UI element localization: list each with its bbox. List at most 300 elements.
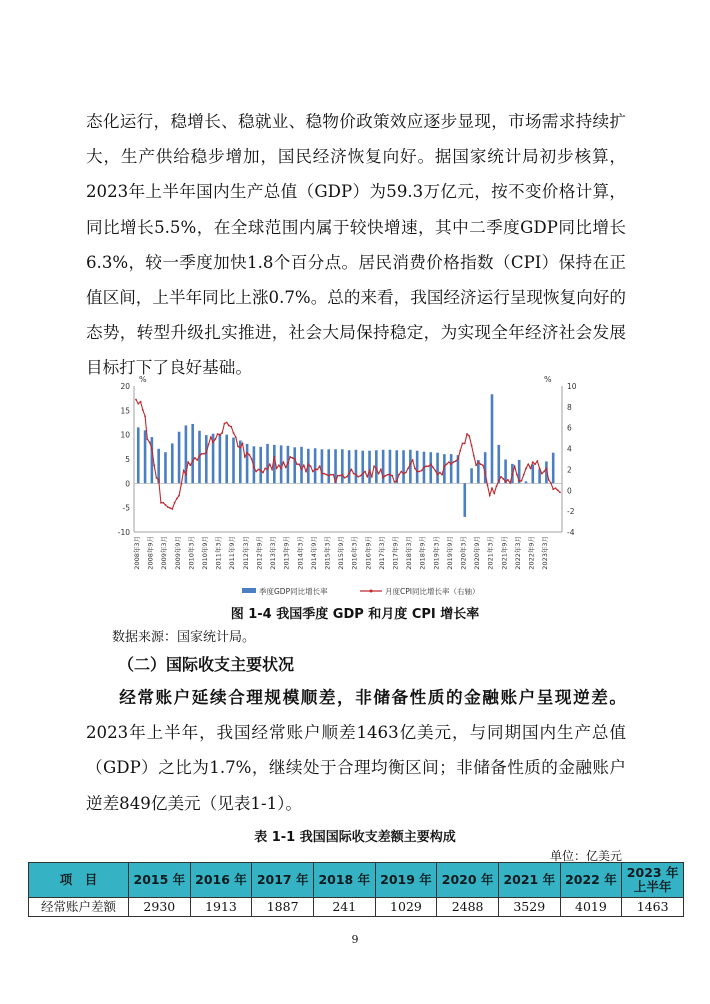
x-tick-label: 2023年3月 <box>541 536 550 570</box>
cpi-point <box>292 457 294 459</box>
cpi-point <box>432 466 434 468</box>
gdp-bar <box>361 451 364 484</box>
cpi-point <box>316 469 318 471</box>
header-cell: 2017 年 <box>252 863 314 898</box>
cpi-point <box>142 409 144 411</box>
gdp-bar <box>219 434 222 484</box>
cpi-point <box>548 479 550 481</box>
cpi-point <box>527 463 529 465</box>
paragraph-2-body: 2023年上半年，我国经常账户顺差1463亿美元，与同期国内生产总值（GDP）之比为1.7%，继续处于合理均衡区间；非储备性质的金融账户逆差849亿美元（见表1-1）。 <box>86 723 626 813</box>
cpi-point <box>230 426 232 428</box>
cpi-point <box>416 471 418 473</box>
cpi-point <box>153 464 155 466</box>
cpi-point <box>541 473 543 475</box>
cpi-point <box>282 461 284 463</box>
cpi-point <box>471 445 473 447</box>
cpi-point <box>480 463 482 465</box>
cpi-point <box>514 465 516 467</box>
left-tick-label: -10 <box>117 528 130 537</box>
legend-cpi-marker <box>370 590 373 593</box>
gdp-bar <box>191 424 194 483</box>
x-tick-label: 2014年3月 <box>296 536 305 570</box>
cpi-point <box>169 507 171 509</box>
cpi-point <box>371 476 373 478</box>
cpi-point <box>187 461 189 463</box>
cpi-point <box>226 422 228 424</box>
x-tick-label: 2022年3月 <box>513 536 522 570</box>
cpi-point <box>462 442 464 444</box>
cpi-point <box>203 453 205 455</box>
gdp-bar <box>450 454 453 483</box>
cpi-point <box>205 452 207 454</box>
section-heading: （二）国际收支主要状况 <box>118 655 295 674</box>
cpi-point <box>403 473 405 475</box>
cpi-point <box>518 480 520 482</box>
gdp-bar <box>157 449 160 484</box>
cpi-point <box>151 448 153 450</box>
cpi-point <box>258 469 260 471</box>
paragraph-1-text: 态化运行，稳增长、稳就业、稳物价政策效应逐步显现，市场需求持续扩大，生产供给稳步增加，国民经济恢复向好。据国家统计局初步核算，2023年上半年国内生产总值（GDP）为59.3万亿元，按不变价格计算，同比增长5.5%，在全球范围内属于较快增速，其中二季度GDP同比增长6.3%，较一季度加快1.8个百分点。居民消费价格指数（CPI）保持在正值区间，上半年同比上涨0.7%。总的来看，我国经济运行呈现恢复向好的态势，转型升级扎实推进，社会大局保持稳定，为实现全年经济社会发展目标打下了良好基础。 <box>86 112 626 378</box>
right-tick-label: 2 <box>567 465 572 475</box>
gdp-bar <box>348 450 351 483</box>
x-tick-label: 2016年9月 <box>364 536 373 570</box>
x-tick-label: 2022年9月 <box>527 536 536 570</box>
cpi-point <box>307 463 309 465</box>
left-tick-label: 5 <box>125 455 130 464</box>
header-cell: 2016 年 <box>190 863 252 898</box>
cpi-point <box>511 474 513 476</box>
cpi-point <box>362 473 364 475</box>
cpi-point <box>353 473 355 475</box>
gdp-bar <box>341 449 344 483</box>
gdp-bar <box>314 448 317 483</box>
x-tick-label: 2015年3月 <box>323 536 332 570</box>
cpi-point <box>176 498 178 500</box>
legend-cpi-label: 月度CPI同比增长率（右轴） <box>385 587 480 596</box>
right-tick-label: 0 <box>567 486 572 496</box>
cpi-point <box>248 454 250 456</box>
cpi-point <box>378 473 380 475</box>
body-paragraph-1 <box>86 104 626 386</box>
page-number: 9 <box>351 933 359 946</box>
cpi-point <box>396 480 398 482</box>
cpi-point <box>269 463 271 465</box>
cpi-point <box>498 480 500 482</box>
cpi-point <box>355 474 357 476</box>
gdp-bar <box>470 468 473 483</box>
cpi-point <box>400 471 402 473</box>
table-cell: 1887 <box>252 898 314 917</box>
cpi-point <box>543 471 545 473</box>
table-row <box>29 898 684 917</box>
gdp-bar <box>321 449 324 483</box>
table-cell: 1029 <box>375 898 437 917</box>
cpi-point <box>344 477 346 479</box>
gdp-bar <box>178 432 181 484</box>
cpi-point <box>328 475 330 477</box>
cpi-point <box>146 438 148 440</box>
cpi-point <box>194 457 196 459</box>
cpi-point <box>441 474 443 476</box>
gdp-bar <box>137 427 140 483</box>
cpi-point <box>305 471 307 473</box>
cpi-point <box>199 455 201 457</box>
left-axis-unit: % <box>139 375 147 384</box>
gdp-bar <box>368 451 371 484</box>
x-tick-label: 2017年9月 <box>391 536 400 570</box>
cpi-point <box>174 502 176 504</box>
cpi-point <box>201 453 203 455</box>
cpi-point <box>149 441 151 443</box>
table-unit: 单位：亿美元 <box>549 849 622 863</box>
cpi-point <box>235 436 237 438</box>
cpi-point <box>312 471 314 473</box>
x-tick-label: 2020年9月 <box>473 536 482 570</box>
cpi-point <box>171 508 173 510</box>
gdp-bar <box>246 444 249 483</box>
x-tick-label: 2016年3月 <box>350 536 359 570</box>
cpi-point <box>509 482 511 484</box>
gdp-bar <box>225 435 228 484</box>
table-header-row <box>29 863 684 898</box>
cpi-point <box>375 467 377 469</box>
cpi-point <box>532 461 534 463</box>
cpi-point <box>212 441 214 443</box>
cpi-point <box>273 456 275 458</box>
cpi-point <box>455 460 457 462</box>
table-cell: 1913 <box>190 898 252 917</box>
table-cell: 241 <box>313 898 375 917</box>
gdp-bar <box>259 447 262 484</box>
left-tick-label: 20 <box>120 382 130 391</box>
gdp-bar <box>463 483 466 517</box>
cpi-point <box>496 485 498 487</box>
cpi-point <box>464 442 466 444</box>
gdp-bar <box>491 394 494 483</box>
cpi-point <box>523 474 525 476</box>
gdp-bar <box>151 437 154 483</box>
chart-svg <box>112 372 588 600</box>
cpi-point <box>536 460 538 462</box>
cpi-point <box>314 469 316 471</box>
cpi-point <box>321 473 323 475</box>
cpi-point <box>260 470 262 472</box>
cpi-point <box>233 432 235 434</box>
cpi-point <box>450 463 452 465</box>
paragraph-2-lead: 经常账户延续合理规模顺差，非储备性质的金融账户呈现逆差。 <box>119 687 626 707</box>
cpi-point <box>439 472 441 474</box>
right-tick-label: -2 <box>567 507 575 517</box>
cpi-point <box>178 495 180 497</box>
cpi-point <box>534 463 536 465</box>
header-cell: 2020 年 <box>437 863 499 898</box>
cpi-point <box>228 425 230 427</box>
left-tick-label: 10 <box>120 430 130 440</box>
cpi-point <box>409 463 411 465</box>
header-cell: 2022 年 <box>560 863 622 898</box>
gdp-bar <box>389 450 392 484</box>
x-tick-label: 2013年9月 <box>282 536 291 570</box>
cpi-point <box>459 450 461 452</box>
cpi-point <box>251 458 253 460</box>
x-tick-label: 2015年9月 <box>337 536 346 570</box>
cpi-point <box>289 456 291 458</box>
x-tick-label: 2021年9月 <box>500 536 509 570</box>
cpi-point <box>310 465 312 467</box>
right-axis-unit: % <box>544 375 552 384</box>
cpi-point <box>380 469 382 471</box>
gdp-bar <box>266 444 269 483</box>
cpi-point <box>337 475 339 477</box>
cpi-point <box>246 452 248 454</box>
cpi-point <box>502 478 504 480</box>
right-tick-label: 4 <box>567 444 572 454</box>
cpi-point <box>398 474 400 476</box>
cpi-point <box>559 491 561 493</box>
cpi-point <box>507 479 509 481</box>
cpi-point <box>437 474 439 476</box>
cpi-point <box>407 467 409 469</box>
x-tick-label: 2009年9月 <box>173 536 182 570</box>
table-cell: 2488 <box>437 898 499 917</box>
cpi-point <box>421 470 423 472</box>
cpi-point <box>135 399 137 401</box>
cpi-point <box>348 473 350 475</box>
cpi-point <box>242 442 244 444</box>
cpi-point <box>412 459 414 461</box>
gdp-bar <box>171 443 174 483</box>
gdp-bar <box>531 464 534 483</box>
cpi-point <box>158 479 160 481</box>
x-tick-label: 2008年9月 <box>146 536 155 570</box>
cpi-point <box>276 467 278 469</box>
right-tick-label: 10 <box>567 382 577 391</box>
cpi-point <box>473 455 475 457</box>
x-tick-label: 2011年3月 <box>214 536 223 570</box>
table-cell: 4019 <box>560 898 622 917</box>
table-cell: 3529 <box>498 898 560 917</box>
cpi-point <box>217 433 219 435</box>
x-tick-label: 2017年3月 <box>377 536 386 570</box>
left-tick-label: 0 <box>125 479 130 489</box>
cpi-point <box>500 476 502 478</box>
cpi-point <box>253 466 255 468</box>
x-tick-label: 2013年3月 <box>269 536 278 570</box>
cpi-point <box>341 474 343 476</box>
gdp-bar <box>497 445 500 483</box>
cpi-point <box>457 458 459 460</box>
cpi-point <box>214 438 216 440</box>
header-cell: 2015 年 <box>129 863 191 898</box>
cpi-point <box>296 463 298 465</box>
cpi-point <box>491 487 493 489</box>
cpi-point <box>271 469 273 471</box>
x-tick-label: 2014年9月 <box>309 536 318 570</box>
cpi-point <box>264 467 266 469</box>
header-cell: 项 目 <box>29 863 129 898</box>
cpi-point <box>280 467 282 469</box>
cpi-point <box>190 464 192 466</box>
x-tick-label: 2008年3月 <box>133 536 141 570</box>
left-tick-label: -5 <box>122 503 130 513</box>
cpi-point <box>357 476 359 478</box>
cpi-point <box>521 480 523 482</box>
right-tick-label: 8 <box>567 402 572 412</box>
left-tick-label: 15 <box>120 406 130 416</box>
cpi-point <box>351 469 353 471</box>
gdp-bar <box>205 435 208 483</box>
data-source: 数据来源：国家统计局。 <box>112 630 256 645</box>
cpi-point <box>414 467 416 469</box>
cpi-point <box>339 475 341 477</box>
cpi-point <box>224 423 226 425</box>
gdp-bar <box>164 452 167 483</box>
cpi-point <box>140 401 142 403</box>
x-tick-label: 2009年3月 <box>160 536 169 570</box>
cpi-point <box>545 467 547 469</box>
body-paragraph-2 <box>86 680 626 821</box>
cpi-point <box>192 460 194 462</box>
table-cell: 2930 <box>129 898 191 917</box>
cpi-point <box>475 464 477 466</box>
cpi-point <box>301 469 303 471</box>
cpi-point <box>185 474 187 476</box>
gdp-bar <box>144 430 147 483</box>
cpi-point <box>303 464 305 466</box>
gdp-bar <box>429 452 432 483</box>
cpi-point <box>221 432 223 434</box>
header-cell: 2018 年 <box>313 863 375 898</box>
cpi-point <box>425 465 427 467</box>
cpi-point <box>428 465 430 467</box>
cpi-point <box>468 435 470 437</box>
cpi-point <box>366 476 368 478</box>
gdp-bar <box>293 447 296 483</box>
x-tick-label: 2019年9月 <box>445 536 454 570</box>
cpi-point <box>346 476 348 478</box>
cpi-point <box>156 477 158 479</box>
cpi-point <box>430 463 432 465</box>
table-cell: 1463 <box>622 898 684 917</box>
right-tick-label: 6 <box>567 423 572 433</box>
cpi-point <box>208 444 210 446</box>
gdp-bar <box>355 450 358 484</box>
cpi-point <box>484 472 486 474</box>
cpi-point <box>262 472 264 474</box>
cpi-point <box>180 483 182 485</box>
cpi-point <box>278 464 280 466</box>
cpi-point <box>285 466 287 468</box>
cpi-point <box>443 465 445 467</box>
header-cell: 2021 年 <box>498 863 560 898</box>
cpi-point <box>298 463 300 465</box>
cpi-point <box>167 506 169 508</box>
gdp-bar <box>327 449 330 483</box>
right-tick-label: -4 <box>567 528 575 537</box>
cpi-point <box>525 467 527 469</box>
cpi-point <box>144 415 146 417</box>
cpi-point <box>516 474 518 476</box>
cpi-point <box>550 482 552 484</box>
cpi-point <box>555 487 557 489</box>
cpi-point <box>394 481 396 483</box>
gdp-bar <box>300 447 303 484</box>
cpi-point <box>210 436 212 438</box>
cpi-point <box>369 470 371 472</box>
cpi-point <box>477 461 479 463</box>
cpi-point <box>448 461 450 463</box>
cpi-point <box>326 474 328 476</box>
gdp-cpi-chart <box>112 372 588 600</box>
cpi-point <box>530 467 532 469</box>
cpi-point <box>267 469 269 471</box>
cpi-point <box>287 462 289 464</box>
cpi-point <box>539 467 541 469</box>
cpi-point <box>385 475 387 477</box>
cpi-point <box>294 458 296 460</box>
cpi-point <box>487 484 489 486</box>
cpi-point <box>405 472 407 474</box>
cpi-point <box>489 495 491 497</box>
x-tick-label: 2010年3月 <box>187 536 196 570</box>
x-tick-label: 2021年3月 <box>486 536 495 570</box>
cpi-point <box>162 502 164 504</box>
x-tick-label: 2019年3月 <box>432 536 441 570</box>
x-tick-label: 2018年3月 <box>405 536 414 570</box>
x-tick-label: 2010年9月 <box>201 536 210 570</box>
cpi-point <box>389 474 391 476</box>
table-cell: 经常账户差额 <box>29 898 129 917</box>
legend-gdp-swatch <box>242 588 256 593</box>
cpi-point <box>387 474 389 476</box>
cpi-point <box>482 464 484 466</box>
cpi-point <box>493 493 495 495</box>
x-tick-label: 2020年3月 <box>459 536 468 570</box>
cpi-point <box>466 433 468 435</box>
gdp-bar <box>416 451 419 484</box>
cpi-point <box>319 465 321 467</box>
header-cell: 2023 年 上半年 <box>622 863 684 898</box>
cpi-point <box>183 470 185 472</box>
gdp-bar <box>232 438 235 484</box>
cpi-point <box>196 459 198 461</box>
cpi-point <box>382 477 384 479</box>
x-tick-label: 2018年9月 <box>418 536 427 570</box>
cpi-point <box>446 463 448 465</box>
cpi-point <box>335 481 337 483</box>
gdp-bar <box>525 481 528 483</box>
cpi-point <box>137 403 139 405</box>
cpi-point <box>552 488 554 490</box>
cpi-point <box>237 446 239 448</box>
cpi-point <box>255 471 257 473</box>
gdp-bar <box>436 453 439 484</box>
cpi-point <box>165 504 167 506</box>
header-cell: 2019 年 <box>375 863 437 898</box>
cpi-point <box>434 470 436 472</box>
cpi-point <box>505 481 507 483</box>
cpi-point <box>391 475 393 477</box>
cpi-point <box>323 473 325 475</box>
cpi-point <box>419 471 421 473</box>
bop-table <box>28 862 684 917</box>
gdp-bar <box>402 450 405 483</box>
table-caption: 表 1-1 我国国际收支差额主要构成 <box>254 830 456 845</box>
cpi-point <box>160 502 162 504</box>
cpi-point <box>364 471 366 473</box>
cpi-point <box>557 489 559 491</box>
cpi-point <box>219 434 221 436</box>
